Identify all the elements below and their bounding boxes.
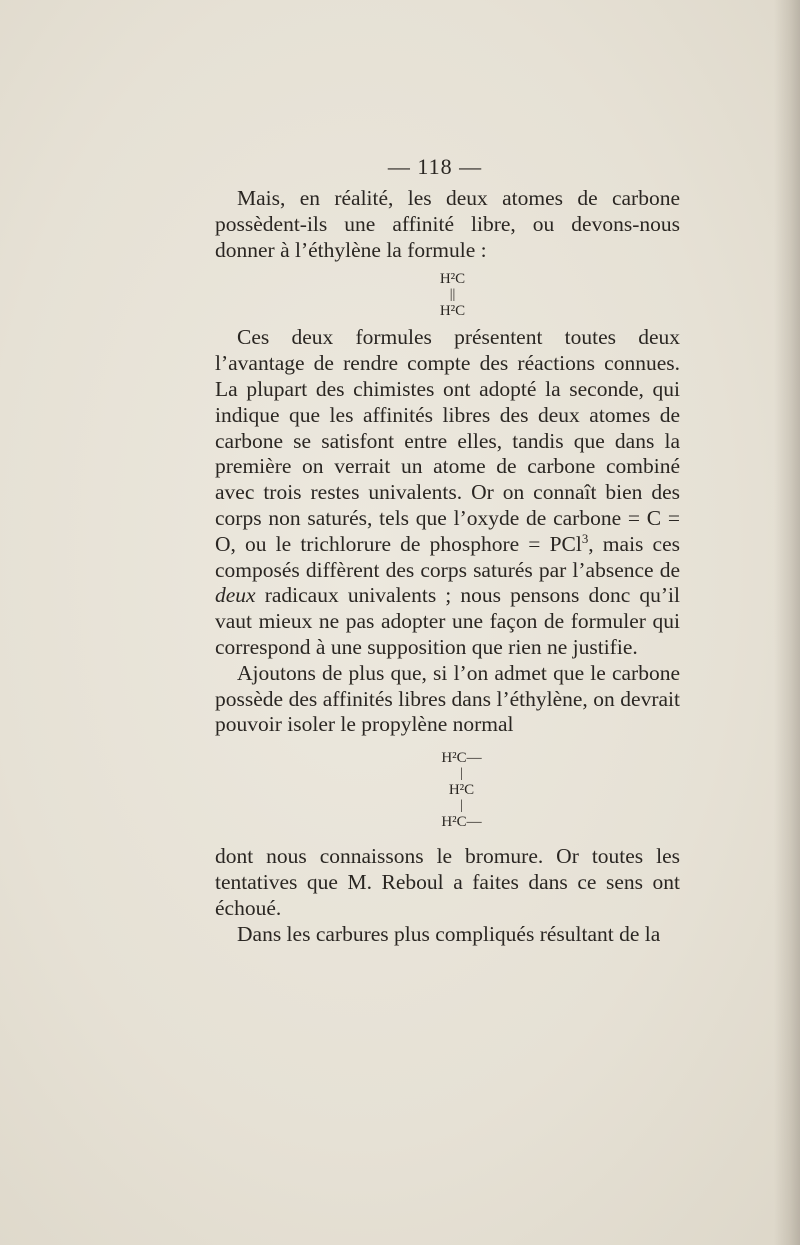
paragraph-2-part3: radicaux univalents ; nous pensons donc qu’il vaut mieux ne pas adopter une façon de formuler qui correspond à une supposition que rien ne justifie. [215, 583, 680, 659]
body-text [215, 186, 680, 947]
paragraph-4: dont nous connaissons le bromure. Or toutes les tentatives que M. Reboul a faites dans ce sens ont échoué. [215, 844, 680, 920]
superscript: 3 [581, 531, 589, 546]
page-edge-shadow [774, 0, 800, 1245]
page-number: — 118 — [387, 154, 483, 179]
paragraph-1: Mais, en réalité, les deux atomes de carbone possèdent-ils une affinité libre, ou devons-nous donner à l’éthylène la formule : [215, 186, 680, 262]
single-bond-2: | [460, 798, 463, 814]
paragraph-5: Dans les carbures plus compliqués résultant de la [237, 921, 661, 946]
formula2-line-1: H²C— [441, 750, 482, 767]
italic-word: deux [215, 583, 256, 608]
single-bond-1: | [460, 766, 463, 782]
double-bond: || [449, 287, 456, 303]
ethylene-formula [215, 271, 680, 319]
paragraph-3: Ajoutons de plus que, si l’on admet que le carbone possède des affinités libres dans l’éthylène, on devrait pouvoir isoler le propylène normal [215, 660, 680, 737]
formula2-line-3: H²C— [441, 814, 482, 831]
paragraph-2-part2: , mais ces composés diffèrent des corps saturés par l’absence de [215, 531, 680, 582]
formula-line-top: H²C [439, 271, 466, 288]
paragraph-2-part1: Ces deux formules présentent toutes deux l’avantage de rendre compte des réactions connues. La plupart des chimistes ont adopté la seconde, qui indique que les affinités libres des deux atomes de carbone se satisfont entre elles, tandis que dans la première on verrait un atome de carbone combiné avec trois restes univalents. Or on connaît bien des corps non saturés, tels que l’oxyde de carbone = C = O, ou le trichlorure de phosphore = PCl [215, 325, 680, 556]
paragraph-2 [215, 325, 680, 660]
formula-line-bottom: H²C [439, 303, 466, 320]
formula2-line-2: H²C [448, 782, 475, 799]
propylene-formula [215, 750, 680, 830]
